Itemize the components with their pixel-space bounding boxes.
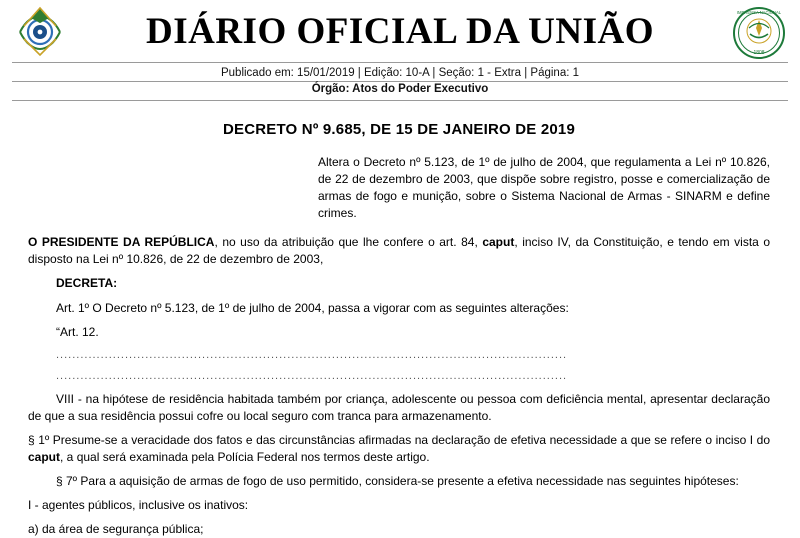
- page-title: DIÁRIO OFICIAL DA UNIÃO: [146, 10, 654, 52]
- preamble-president: O PRESIDENTE DA REPÚBLICA: [28, 235, 215, 250]
- ellipsis-line-2: ..............................................................................................................................: [56, 370, 568, 383]
- preamble-caput-1: caput: [482, 235, 515, 250]
- masthead: [0, 0, 800, 62]
- ementa: Altera o Decreto nº 5.123, de 1º de julho de 2004, que regulamenta a Lei nº 10.826, de 22 de dezembro de 2003, que dispõe sobre registro, posse e comercialização de armas de fogo e munição, sobre o Sistema Nacional de Armas - SINARM e define crimes.: [318, 155, 770, 221]
- svg-text:IMPRENSA NACIONAL: IMPRENSA NACIONAL: [736, 10, 782, 15]
- inciso-viii: VIII - na hipótese de residência habitada também por criança, adolescente ou pessoa com deficiência mental, apresentar declaração de que a sua residência possui cofre ou local seguro com tranca para armazenamento.: [28, 391, 770, 423]
- ellipsis-line-1: ..............................................................................................................................: [56, 348, 568, 361]
- document-body: [0, 101, 800, 538]
- decree-title: DECRETO Nº 9.685, DE 15 DE JANEIRO DE 2019: [222, 121, 576, 138]
- imprensa-nacional-seal-icon: [732, 6, 786, 60]
- preamble-mid-1: , no uso da atribuição que lhe confere o art. 84,: [214, 235, 483, 250]
- paragrafo-1-caput: caput: [28, 449, 61, 464]
- brasao-da-republica-icon: [14, 6, 66, 58]
- article-1: Art. 1º O Decreto nº 5.123, de 1º de julho de 2004, passa a vigorar com as seguintes alterações:: [56, 300, 569, 315]
- preamble: [28, 234, 770, 268]
- item-i: I - agentes públicos, inclusive os inativos:: [28, 497, 249, 512]
- decreta-line: DECRETA:: [56, 276, 118, 291]
- paragrafo-1-part-a: § 1º Presume-se a veracidade dos fatos e das circunstâncias afirmadas na declaração de efetiva necessidade a que se refere o inciso I do: [28, 432, 770, 447]
- organ-line: Órgão: Atos do Poder Executivo: [311, 83, 489, 95]
- paragrafo-1-part-b: , a qual será examinada pela Polícia Federal nos termos deste artigo.: [60, 449, 430, 464]
- article-12-open: “Art. 12.: [56, 324, 99, 339]
- publication-meta: Publicado em: 15/01/2019 | Edição: 10-A | Seção: 1 - Extra | Página: 1: [220, 67, 580, 79]
- item-a: a) da área de segurança pública;: [28, 521, 204, 536]
- paragrafo-7: § 7º Para a aquisição de armas de fogo de uso permitido, considera-se presente a efetiva necessidade nas seguintes hipóteses:: [56, 473, 739, 488]
- svg-text:1808: 1808: [753, 50, 765, 56]
- preamble-mid-2: , inciso IV, da Constituição, e tendo em vista o disposto na Lei nº 10.826, de 22 de dezembro de 2003,: [28, 235, 771, 267]
- paragrafo-1: [28, 432, 770, 466]
